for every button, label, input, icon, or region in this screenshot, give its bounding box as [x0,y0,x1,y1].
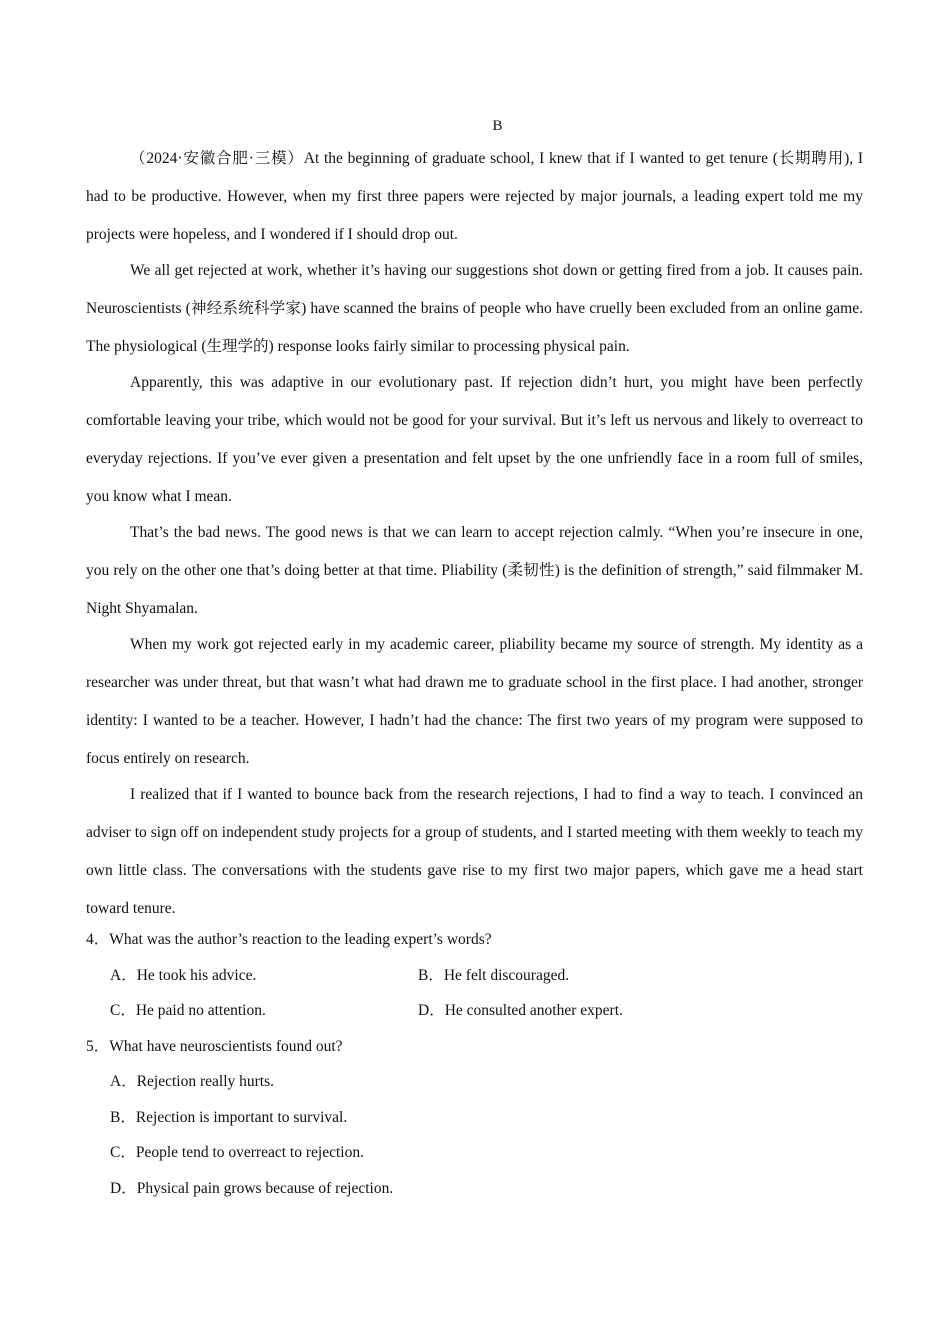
option-c: C．People tend to overreact to rejection. [110,1144,364,1161]
passage-paragraph-4: That’s the bad news. The good news is that we can learn to accept rejection calmly. “When you’re insecure in one, you rely on the other one that’s doing better at that time. Pliability (柔韧性) is the definition of strength,” said filmmaker M. Night Shyamalan. [86,524,863,617]
option-a: A．Rejection really hurts. [110,1073,274,1090]
section-title: B [492,118,503,134]
option-b: B．Rejection is important to survival. [110,1108,348,1126]
passage-paragraph-2: We all get rejected at work, whether it’s having our suggestions shot down or getting fired from a job. It causes pain. Neuroscientists (神经系统科学家) have scanned the brains of people who have cruelly been excluded from an online game. The physiological (生理学的) response looks fairly similar to processing physical pain. [86,262,863,355]
question-stem: 4．What was the author’s reaction to the leading expert’s words? [86,931,492,948]
question-4 [86,922,863,1029]
question-stem: 5．What have neuroscientists found out? [86,1037,343,1055]
option-row [86,993,863,1029]
passage-paragraph-3: Apparently, this was adaptive in our evolutionary past. If rejection didn’t hurt, you might have been perfectly comfortable leaving your tribe, which would not be good for your survival. But it’s left us nervous and likely to overreact to everyday rejections. If you’ve ever given a presentation and felt upset by the one unfriendly face in a room full of smiles, you know what I mean. [86,374,863,505]
passage-paragraph-1: （2024·安徽合肥·三模）At the beginning of graduate school, I knew that if I wanted to get tenure (长期聘用), I had to be productive. However, when my first three papers were rejected by major journals, a leading expert told me my projects were hopeless, and I wondered if I should drop out. [86,150,863,243]
passage-paragraph-6: I realized that if I wanted to bounce back from the research rejections, I had to find a way to teach. I convinced an adviser to sign off on independent study projects for a group of students, and I started meeting with them weekly to teach my own little class. The conversations with the students gave rise to my first two major papers, which gave me a head start toward tenure. [86,786,863,917]
question-5 [86,1029,863,1207]
question-list [86,922,863,1206]
option-row [86,958,863,994]
reading-passage [86,140,863,928]
document-page [86,112,863,1206]
option-a: A．He took his advice. [110,966,257,984]
option-d: D．Physical pain grows because of rejection. [110,1179,394,1197]
option-d: D．He consulted another expert. [418,1002,623,1019]
passage-paragraph-5: When my work got rejected early in my academic career, pliability became my source of strength. My identity as a researcher was under threat, but that wasn’t what had drawn me to graduate school in the first place. I had another, stronger identity: I wanted to be a teacher. However, I hadn’t had the chance: The first two years of my program were supposed to focus entirely on research. [86,636,863,767]
option-c: C．He paid no attention. [110,1002,266,1019]
option-b: B．He felt discouraged. [418,966,570,984]
